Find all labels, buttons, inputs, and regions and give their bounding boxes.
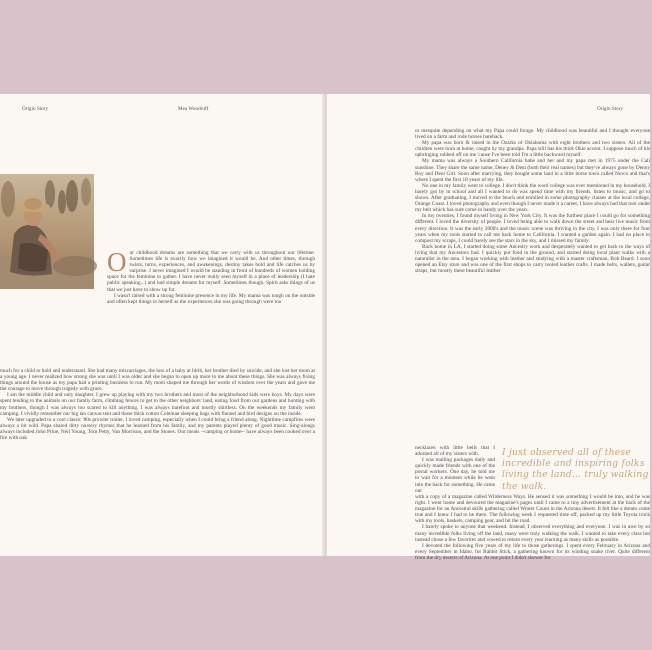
paragraph: I devoted the following five years of my life to those gatherings. I spent every February in Arizona and every September in Idaho, for Rabbit Stick, a gathering known for its winding snake river. Quite different from the dry deserts of Arizona. At one point I didn't shower for [415,542,650,561]
paragraph: In my twenties, I found myself living in New York City. It was the furthest place I could go for something different. I loved the diversity of people. I loved being able to walk down the street and hear live music from every direction. It was the early 2000's and the music scene was thriving in the city. I was only there for four years when my roots started to call me back home to California. I wanted a garden again. I had no place to compost my scraps, I could barely see the stars in the sky, and I missed my family. [415,213,650,244]
right-page-narrow-text [415,445,495,494]
paragraph: Back home in LA, I started doing some Ancestry work and desperately wanted to get back to the ways of living that my Ancestors had. I quickly put food in the ground, and started doing local plant walks with a naturalist in the area. I began working with leather and studying with a master craftsman, Bob Beard. I soon opened an Etsy store and was one of the first shops to carry tooled leather crafts. I made belts, wallets, guitar straps, but mostly these beautiful leather [415,243,650,275]
book-spread [0,94,650,561]
paragraph: I am the middle child and only daughter. I grew up playing with my two brothers and most of the neighborhood kids were boys. My days were spent tending to the animals on our family farm, climbing fences to get to the other neighbors' land, eating food from our gardens and hunting with my brothers, though I was always too scared to kill anything. I was always barefoot and mostly shirtless. On the weekends my family went camping. I vividly remember our big tan canvas tent and those thick cotton Coleman sleeping bags with flannel and bird designs on the inside. [0,392,315,417]
right-page-top-text [415,128,650,274]
paragraph: I wasn't raised with a strong feminine presence in my life. My mama was tough on the outside and often kept things to herself as the experiences she was going through were too [107,292,315,305]
left-page-full-text [0,368,315,441]
left-page-wrapped-text [107,247,315,305]
paragraph: My mama was always a Southern California babe and her and my papa met in 1975 under the Cali sunshine. They share the same name, Deney & Deni (both their real names) but they've always gone by Denny Boy and Deni Girl. Soon after marrying, they bought some land in a little horse town called Norco and that's where I spent the first 18 years of my life. [415,158,650,183]
photo-woman-sitting [0,174,94,289]
running-header-right: Origin Story [597,106,624,112]
paragraph: ur childhood dreams are something that we carry with us throughout our lifetime. Sometimes life is exactly how we imagined it would be. And other times, through twists, turns, experiences, and awakenings, destiny takes hold and life catches us by surprise. I never imagined I would be standing in front of hundreds of women holding space for the feminine to gather. I have never really seen myself in a place of leadership (I hate public speaking...) and had simple dreams for myself. Sometimes though, Spirit asks things of us that we just have to show up for. [107,250,315,293]
right-page [327,94,650,561]
running-header-left: Origin Story [22,106,49,112]
pull-quote: I just observed all of these incredible and inspiring folks living the land... truly walking the walk. [502,447,649,492]
paragraph: or mesquite depending on what my Papa could forage. My childhood was beautiful and I thought everyone lived on a farm and rode horses bareback. [415,128,650,141]
drop-cap: O [107,247,127,277]
paragraph: with a copy of a magazine called Wilderness Ways. He sensed it was something I would be into, and he was right. I went home and devoured the magazine's pages until I came to a tiny advertisement at the back of the magazine for an Ancestral skills gathering called Winter Count in the Arizona desert. It felt like a dream come true and I knew I had to be there. The following week I requested time off, packed up my little Toyota truck with my tools, baskets, camping gear, and hit the road. [415,494,650,525]
paragraph: necklaces with little bells that I adorned all of my sisters with. [415,445,495,458]
paragraph: I was mailing packages daily and quickly made friends with one of the postal workers. One day, he told me to wait for a moment while he went into the back for something. He came out [415,457,495,494]
paragraph: I barely spoke to anyone that weekend. Instead, I observed everything and everyone. I was in awe by so many incredible folks living off the land, many were truly walking the walk. I wanted to take every class but instead chose a few favorites and vowed to return every year learning as many skills as possible. [415,524,650,543]
paragraph: My papa was born & raised in the Ozarks of Oklahoma with eight brothers and two sisters. All of the children were born at home, caught by my grandpa. Papa still has his thick Okie accent. I suppose much of his upbringing rubbed off on me 'cause I've been told I'm a little backward myself. [415,140,650,159]
paragraph: much for a child to hold and understand. She had many miscarriages, the loss of a baby at birth, her brother died by suicide, and she lost her mom at a young age. I never realized how strong she was until I was older and she began to open up more to me about these things. She was always fixing things around the house as my papa had a printing business to run. My mom shaped me through her words of wisdom over the years and gave me the courage to move through tragedy with grace. [0,368,315,393]
paragraph: No one in my family went to college. I don't think the word college was ever mentioned in my household. I barely got by in school and all I wanted to do was spend time with my friends, listen to music, and go to shows. After graduating, I moved to the beach and enrolled in some photography classes at the local college, Orange Coast. I loved photography and even though I never made it a career, I have always had that tool under my belt which has sure come in handy over the years. [415,182,650,214]
paragraph: We later upgraded to a cool classic '80s prowler trailer. I loved camping, especially when I could bring a friend along. Nighttime campfires were always a bit wild. Papa shared dirty nursery rhymes that he learned from his family, and my parents played plenty of good music. Sing-alongs always included John Prine, Neil Young, Tom Petty, Van Morrison, and the Stones. Our meals --camping or home-- have always been cooked over a fire with oak [0,416,315,442]
left-page [0,94,324,556]
running-header-author: Mea Woodruff [178,106,209,112]
right-page-bottom-text [415,494,650,561]
